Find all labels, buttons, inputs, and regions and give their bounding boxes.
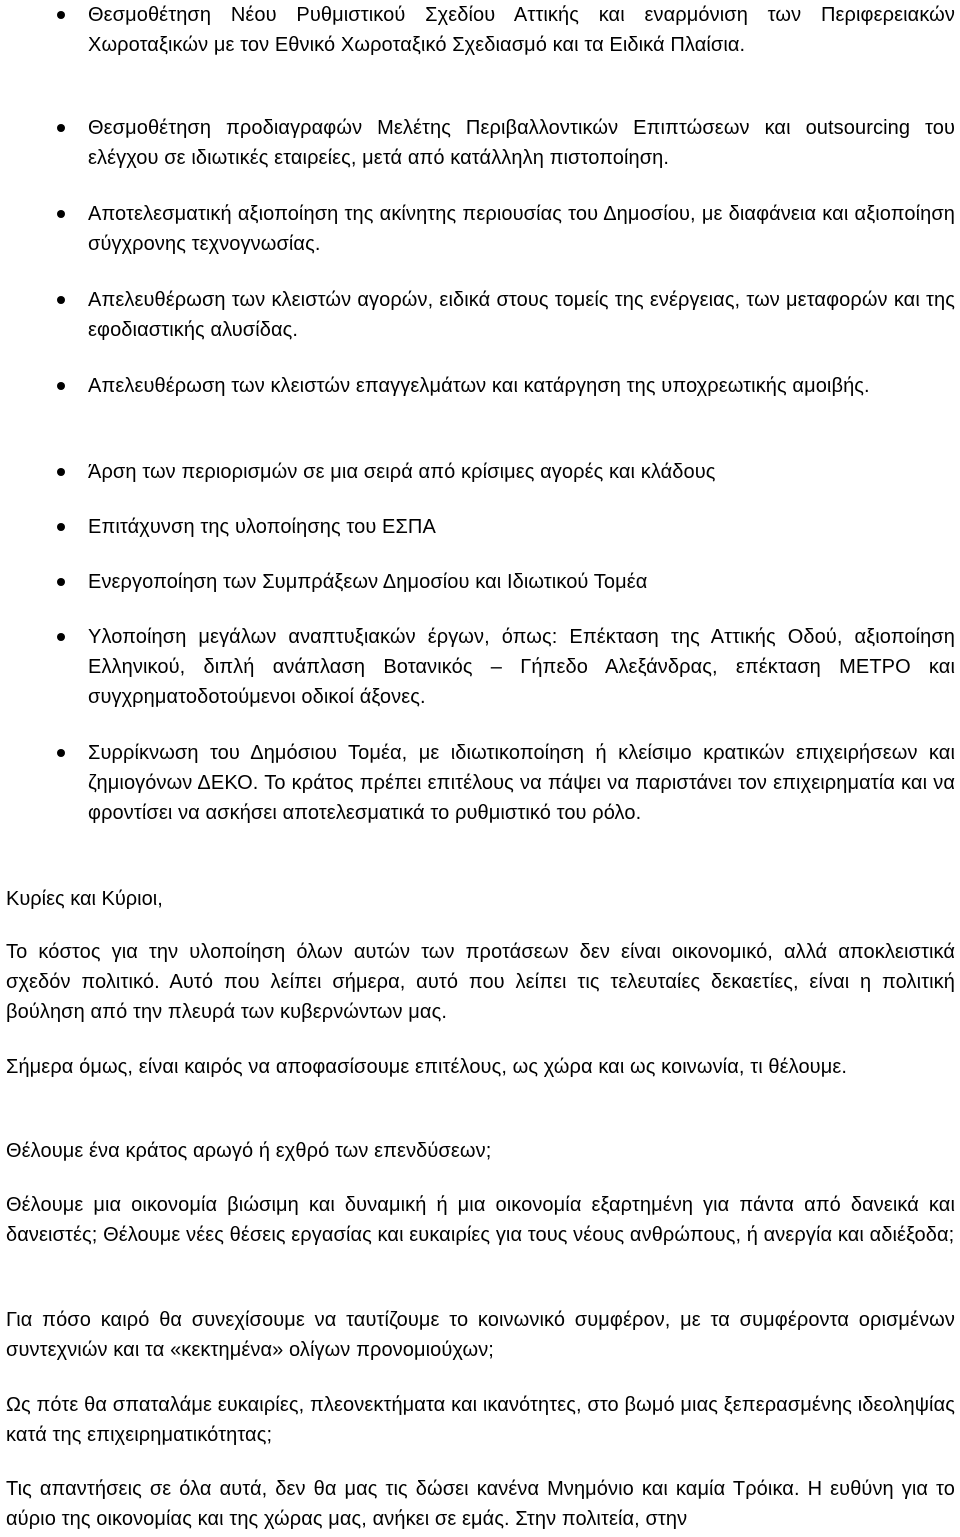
- bullet-text: Απελευθέρωση των κλειστών επαγγελμάτων και κατάργηση της υποχρεωτικής αμοιβής.: [88, 375, 870, 397]
- paragraph: Σήμερα όμως, είναι καιρός να αποφασίσουμε επιτέλους, ως χώρα και ως κοινωνία, τι θέλουμε.: [6, 1056, 847, 1078]
- paragraph: Ως πότε θα σπαταλάμε ευκαιρίες, πλεονεκτήματα και ικανότητες, στο βωμό μιας ξεπερασμένης ιδεοληψίας κατά της επιχειρηματικότητας;: [6, 1394, 955, 1446]
- bullet-icon: [57, 11, 65, 19]
- bullet-text: Υλοποίηση μεγάλων αναπτυξιακών έργων, όπως: Επέκταση της Αττικής Οδού, αξιοποίηση Ελληνικού, διπλή ανάπλαση Βοτανικός – Γήπεδο Αλεξάνδρας, επέκταση ΜΕΤΡΟ και συγχρηματοδοτούμενοι οδικοί άξονες.: [88, 626, 955, 708]
- greeting: Κυρίες και Κύριοι,: [6, 888, 163, 910]
- paragraph: Θέλουμε μια οικονομία βιώσιμη και δυναμική ή μια οικονομία εξαρτημένη για πάντα από δανεικά και δανειστές; Θέλουμε νέες θέσεις εργασίας και ευκαιρίες για τους νέους ανθρώπους, ή ανεργία και αδιέξοδα;: [6, 1194, 955, 1246]
- bullet-text: Απελευθέρωση των κλειστών αγορών, ειδικά στους τομείς της ενέργειας, των μεταφορών και της εφοδιαστικής αλυσίδας.: [88, 289, 955, 341]
- bullet-text: Ενεργοποίηση των Συμπράξεων Δημοσίου και Ιδιωτικού Τομέα: [88, 571, 648, 593]
- bullet-icon: [57, 382, 65, 390]
- bullet-icon: [57, 578, 65, 586]
- bullet-icon: [57, 468, 65, 476]
- bullet-text: Θεσμοθέτηση Νέου Ρυθμιστικού Σχεδίου Αττικής και εναρμόνιση των Περιφερειακών Χωροταξικών με τον Εθνικό Χωροταξικό Σχεδιασμό και τα Ειδικά Πλαίσια.: [88, 4, 955, 56]
- bullet-icon: [57, 633, 65, 641]
- bullet-text: Συρρίκνωση του Δημόσιου Τομέα, με ιδιωτικοποίηση ή κλείσιμο κρατικών επιχειρήσεων και ζημιογόνων ΔΕΚΟ. Το κράτος πρέπει επιτέλους να πάψει να παριστάνει τον επιχειρηματία και να φροντίσει να ασκήσει αποτελεσματικά το ρυθμιστικό του ρόλο.: [88, 742, 955, 824]
- bullet-icon: [57, 124, 65, 132]
- bullet-icon: [57, 523, 65, 531]
- paragraph: Τις απαντήσεις σε όλα αυτά, δεν θα μας τις δώσει κανένα Μνημόνιο και καμία Τρόικα. Η ευθύνη για το αύριο της οικονομίας και της χώρας μας, ανήκει σε εμάς. Στην πολιτεία, στην: [6, 1478, 955, 1530]
- bullet-icon: [57, 296, 65, 304]
- bullet-text: Άρση των περιορισμών σε μια σειρά από κρίσιμες αγορές και κλάδους: [88, 461, 716, 483]
- paragraph: Για πόσο καιρό θα συνεχίσουμε να ταυτίζουμε το κοινωνικό συμφέρον, με τα συμφέροντα ορισμένων συντεχνιών και τα «κεκτημένα» ολίγων προνομιούχων;: [6, 1309, 955, 1361]
- bullet-text: Θεσμοθέτηση προδιαγραφών Μελέτης Περιβαλλοντικών Επιπτώσεων και outsourcing του ελέγχου σε ιδιωτικές εταιρείες, μετά από κατάλληλη πιστοποίηση.: [88, 117, 955, 169]
- paragraph: Το κόστος για την υλοποίηση όλων αυτών των προτάσεων δεν είναι οικονομικό, αλλά αποκλειστικά σχεδόν πολιτικό. Αυτό που λείπει σήμερα, αυτό που λείπει τις τελευταίες δεκαετίες, είναι η πολιτική βούληση από την πλευρά των κυβερνώντων μας.: [6, 941, 955, 1023]
- paragraph: Θέλουμε ένα κράτος αρωγό ή εχθρό των επενδύσεων;: [6, 1140, 492, 1162]
- bullet-text: Αποτελεσματική αξιοποίηση της ακίνητης περιουσίας του Δημοσίου, με διαφάνεια και αξιοποίηση σύγχρονης τεχνογνωσίας.: [88, 203, 955, 255]
- bullet-icon: [57, 749, 65, 757]
- bullet-text: Επιτάχυνση της υλοποίησης του ΕΣΠΑ: [88, 516, 436, 538]
- bullet-icon: [57, 210, 65, 218]
